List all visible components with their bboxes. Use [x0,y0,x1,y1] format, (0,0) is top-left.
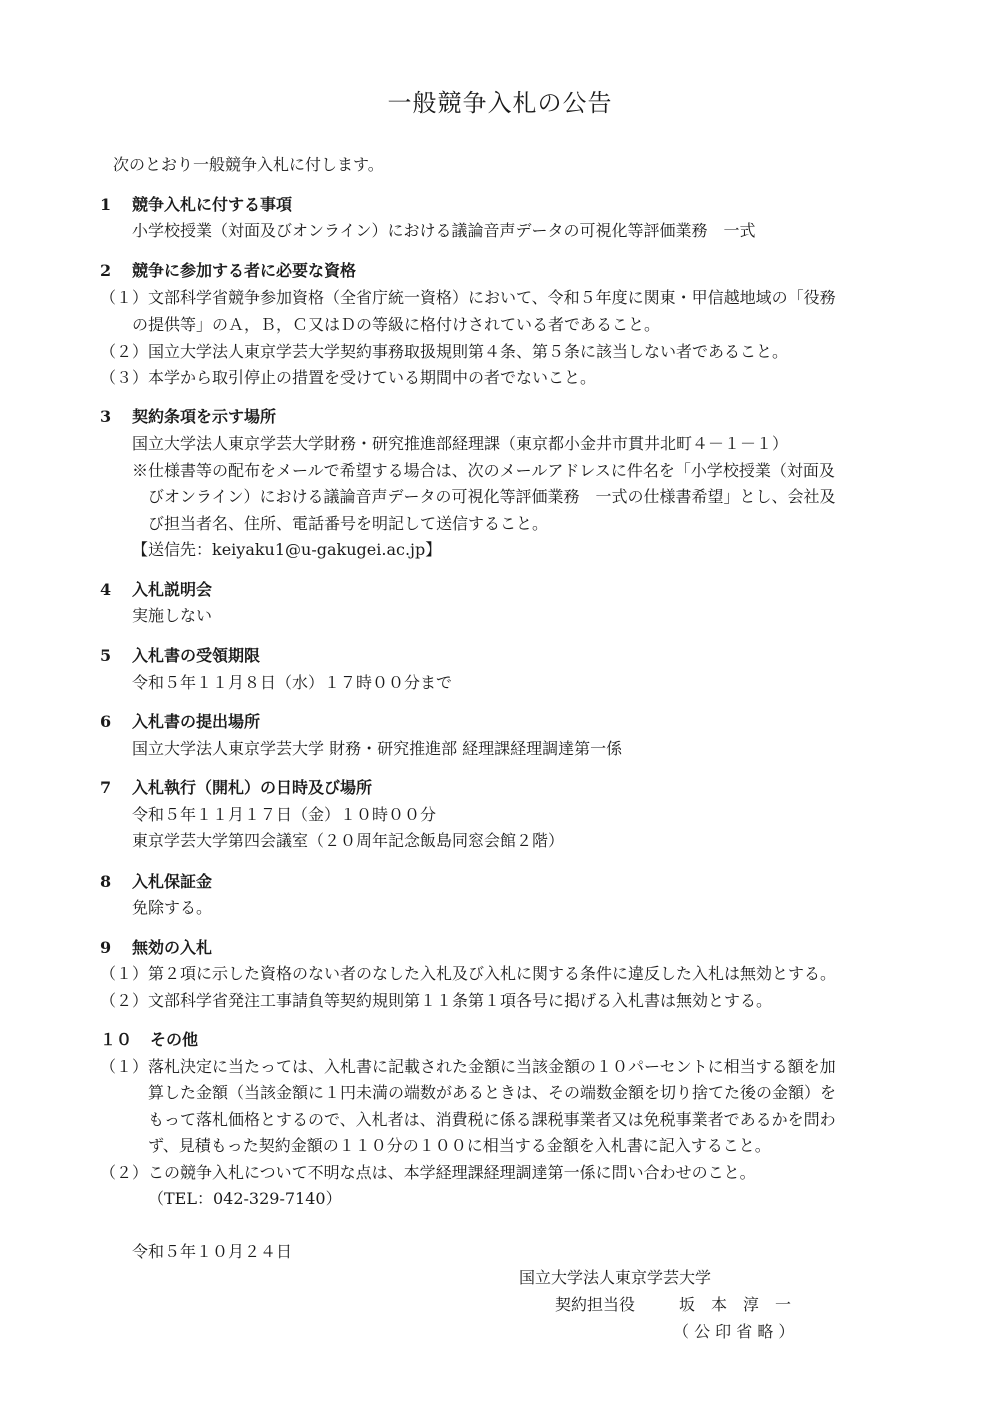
section-10-item-1-line-3: もって落札価格とするので、入札者は、消費税に係る課税事業者又は免税事業者であるかを問わ [148,1110,836,1129]
section-2-item-2: （２）国立大学法人東京学芸大学契約事務取扱規則第４条、第５条に該当しない者であること。 [100,342,789,361]
section-10-number: １０ [100,1030,133,1049]
section-1-text: 小学校授業（対面及びオンライン）における議論音声データの可視化等評価業務 一式 [132,221,756,240]
section-10-item-1-line-4: ず、見積もった契約金額の１１０分の１００に相当する金額を入札書に記入すること。 [148,1136,771,1155]
issue-date: 令和５年１０月２４日 [132,1242,293,1261]
issuing-organization: 国立大学法人東京学芸大学 [519,1268,712,1287]
section-8-heading: 入札保証金 [132,872,213,891]
section-7-heading: 入札執行（開札）の日時及び場所 [132,778,373,797]
section-10-item-1-line-2: 算した金額（当該金額に１円未満の端数があるときは、その端数金額を切り捨てた後の金額）を [148,1083,837,1102]
section-2-heading: 競争に参加する者に必要な資格 [132,261,357,280]
section-4-heading: 入札説明会 [132,580,213,599]
section-10-item-2-line-1: この競争入札について不明な点は、本学経理課経理調達第一係に問い合わせのこと。 [148,1163,756,1182]
section-3-line-3: びオンライン）における議論音声データの可視化等評価業務 一式の仕様書希望」とし、会社及 [148,487,836,506]
section-5-heading: 入札書の受領期限 [132,646,261,665]
section-3-email: 【送信先：keiyaku1@u-gakugei.ac.jp】 [132,540,442,559]
section-6-number: 6 [100,712,112,731]
section-3-line-1: 国立大学法人東京学芸大学財務・研究推進部経理課（東京都小金井市貫井北町４－１－１） [132,434,789,453]
section-9-heading: 無効の入札 [132,938,213,957]
section-3-line-2: ※仕様書等の配布をメールで希望する場合は、次のメールアドレスに件名を「小学校授業（対面及 [132,461,835,480]
section-6-heading: 入札書の提出場所 [132,712,261,731]
section-6-text: 国立大学法人東京学芸大学 財務・研究推進部 経理課経理調達第一係 [132,739,623,758]
section-2-item-1-line-2: の提供等」のＡ，Ｂ，Ｃ又はＤの等級に格付けされている者であること。 [132,315,661,334]
section-1-heading: 競争入札に付する事項 [132,195,293,214]
section-10-item-1-label: （１） [100,1057,149,1076]
seal-omitted-note: （ 公 印 省 略 ） [673,1322,795,1341]
page-title: 一般競争入札の公告 [387,89,613,117]
section-5-text: 令和５年１１月８日（水）１７時００分まで [132,673,453,692]
section-7-datetime: 令和５年１１月１７日（金）１０時００分 [132,805,437,824]
signatory-name: 坂 本 淳 一 [679,1295,792,1314]
section-10-item-1-line-1: 落札決定に当たっては、入札書に記載された金額に当該金額の１０パーセントに相当する額を加 [148,1057,836,1076]
section-9-item-1: （１）第２項に示した資格のない者のなした入札及び入札に関する条件に違反した入札は無効とする。 [100,964,837,983]
section-2-item-1-line-1: （１）文部科学省競争参加資格（全省庁統一資格）において、令和５年度に関東・甲信越地域の「役務 [100,288,836,307]
intro-text: 次のとおり一般競争入札に付します。 [113,155,384,174]
section-10-contact-tel: （TEL：042-329-7140） [148,1189,342,1208]
section-3-line-4: び担当者名、住所、電話番号を明記して送信すること。 [148,514,549,533]
section-4-number: 4 [100,580,112,599]
section-3-number: 3 [100,407,112,426]
section-10-item-2-label: （２） [100,1163,149,1182]
signatory-role: 契約担当役 [555,1295,636,1314]
section-7-number: 7 [100,778,112,797]
section-2-item-3: （３）本学から取引停止の措置を受けている期間中の者でないこと。 [100,368,597,387]
section-7-location: 東京学芸大学第四会議室（２０周年記念飯島同窓会館２階） [132,831,565,850]
section-5-number: 5 [100,646,112,665]
section-8-number: 8 [100,872,112,891]
section-9-number: 9 [100,938,112,957]
section-8-text: 免除する。 [132,898,213,917]
section-9-item-2: （２）文部科学省発注工事請負等契約規則第１１条第１項各号に掲げる入札書は無効とする。 [100,991,773,1010]
section-2-number: 2 [100,261,112,280]
section-4-text: 実施しない [132,606,213,625]
section-10-heading: その他 [150,1030,199,1049]
section-3-heading: 契約条項を示す場所 [132,407,277,426]
section-1-number: 1 [100,195,112,214]
